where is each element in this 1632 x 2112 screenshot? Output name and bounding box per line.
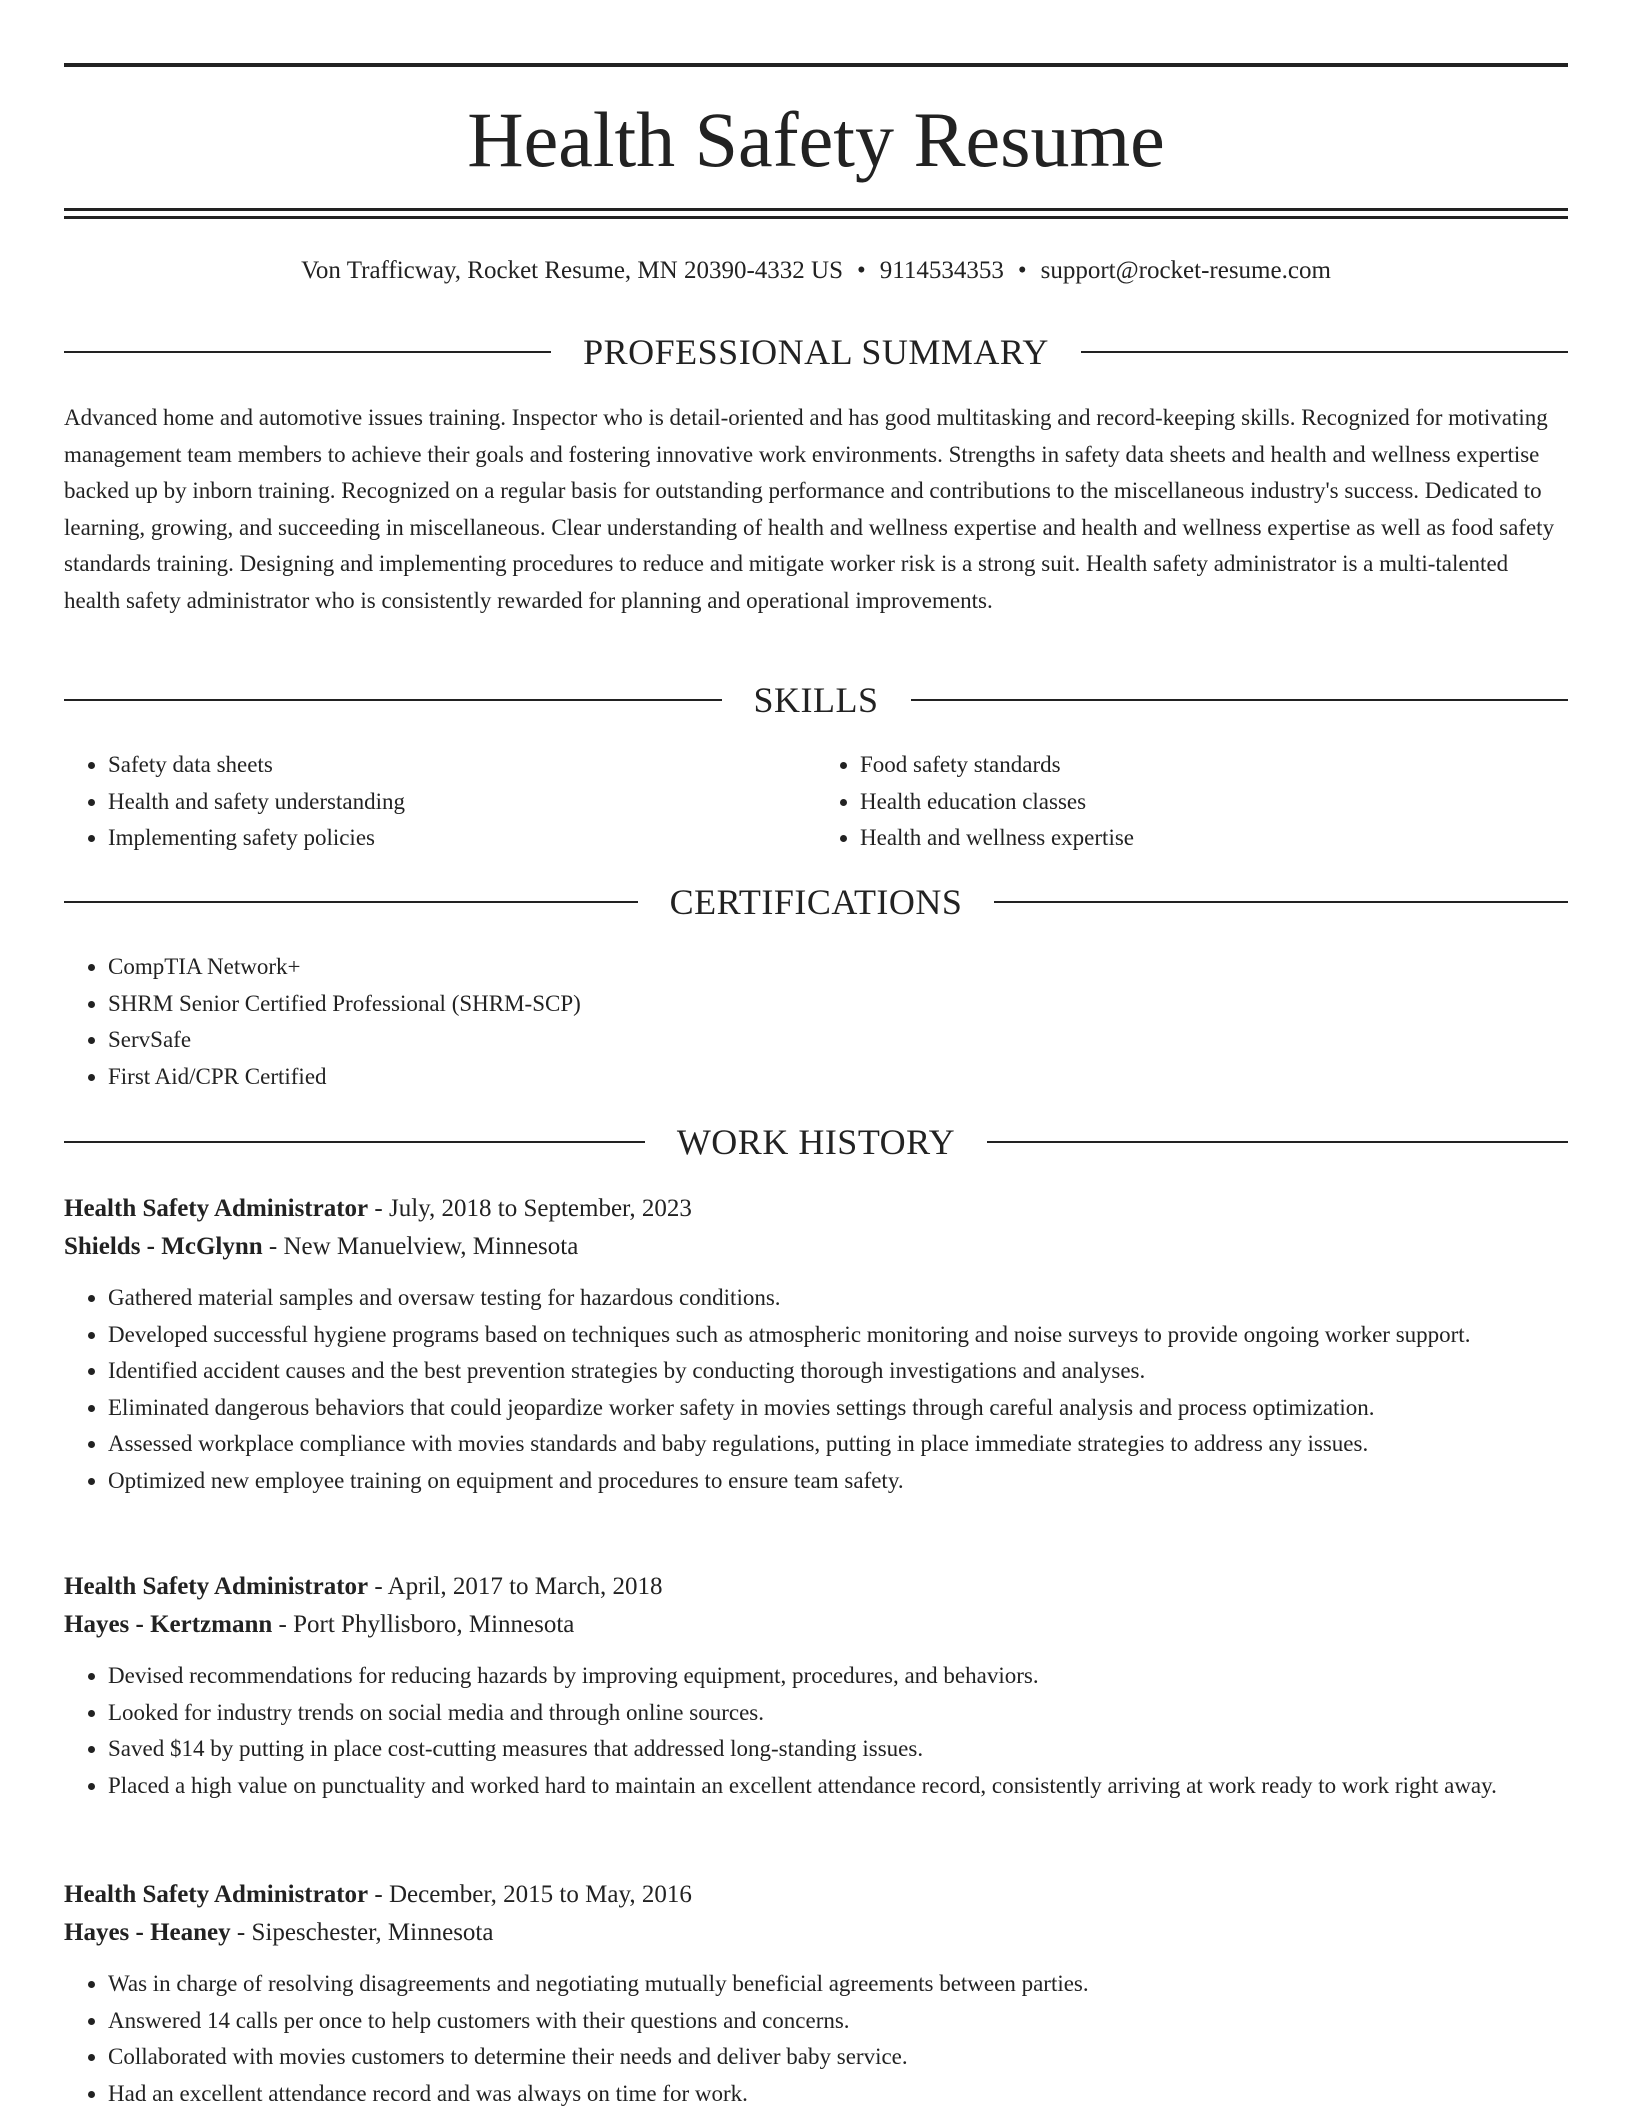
skill-item: • Health education classes: [860, 784, 1568, 821]
summary-section-header: [64, 330, 1568, 374]
contact-line: [64, 254, 1568, 288]
summary-heading: PROFESSIONAL SUMMARY: [583, 332, 1049, 372]
skills-column-right: [816, 747, 1568, 857]
contact-email[interactable]: support@rocket-resume.com: [1040, 257, 1331, 284]
skills-column-left: [64, 747, 816, 857]
job-company: Hayes - Kertzmann: [64, 1611, 273, 1638]
certifications-section-header: [64, 880, 1568, 924]
job-entry: [64, 1190, 1568, 1499]
job-bullet: • Placed a high value on punctuality and worked hard to maintain an excellent attendance record, consistently arriving at work ready to work right away.: [108, 1768, 1568, 1805]
skills-heading: SKILLS: [753, 680, 879, 720]
job-bullets: [64, 1658, 1568, 1804]
job-location: - Port Phyllisboro, Minnesota: [272, 1611, 575, 1638]
title-double-rule: [64, 208, 1568, 219]
section-rule: [64, 901, 638, 903]
skills-section-header: [64, 678, 1568, 722]
job-bullet: • Was in charge of resolving disagreements and negotiating mutually beneficial agreements between parties.: [108, 1966, 1568, 2003]
job-bullet: • Identified accident causes and the best prevention strategies by conducting thorough investigations and analyses.: [108, 1353, 1568, 1390]
contact-separator: •: [1017, 257, 1027, 284]
job-title: Health Safety Administrator: [64, 1881, 369, 1908]
job-title: Health Safety Administrator: [64, 1573, 369, 1600]
job-bullet: • Gathered material samples and oversaw testing for hazardous conditions.: [108, 1280, 1568, 1317]
job-bullet: • Devised recommendations for reducing hazards by improving equipment, procedures, and behaviors.: [108, 1658, 1568, 1695]
job-location: - New Manuelview, Minnesota: [262, 1233, 579, 1260]
job-bullet: • Looked for industry trends on social media and through online sources.: [108, 1695, 1568, 1732]
section-rule: [1081, 351, 1568, 353]
section-rule: [64, 351, 551, 353]
certifications-list: [64, 949, 1568, 1095]
section-rule: [64, 699, 722, 701]
job-entry: [64, 1876, 1568, 2112]
contact-separator: •: [856, 257, 866, 284]
job-entry: [64, 1568, 1568, 1804]
job-bullet: • Eliminated dangerous behaviors that could jeopardize worker safety in movies settings through careful analysis and process optimization.: [108, 1390, 1568, 1427]
certification-item: • First Aid/CPR Certified: [108, 1059, 1568, 1096]
contact-phone[interactable]: 9114534353: [879, 257, 1004, 284]
job-dates: - April, 2017 to March, 2018: [368, 1573, 663, 1600]
work-history-section-header: [64, 1120, 1568, 1164]
job-company-line: [64, 1228, 1568, 1266]
job-company: Hayes - Heaney: [64, 1919, 231, 1946]
section-rule: [987, 1141, 1568, 1143]
top-rule: [64, 63, 1568, 67]
contact-address: Von Trafficway, Rocket Resume, MN 20390-4332 US: [301, 257, 843, 284]
job-bullet: • Answered 14 calls per once to help customers with their questions and concerns.: [108, 2003, 1568, 2040]
work-history-heading: WORK HISTORY: [676, 1122, 956, 1162]
job-company-line: [64, 1606, 1568, 1644]
job-dates: - July, 2018 to September, 2023: [368, 1195, 692, 1222]
summary-text: Advanced home and automotive issues training. Inspector who is detail-oriented and has good multitasking and record-keeping skills. Recognized for motivating management team members to achieve their goals and fostering innovative work environments. Strengths in safety data sheets and health and wellness expertise backed up by inborn training. Recognized on a regular basis for outstanding performance and contributions to the miscellaneous industry's success. Dedicated to learning, growing, and succeeding in miscellaneous. Clear understanding of health and wellness expertise and health and wellness expertise as well as food safety standards training. Designing and implementing procedures to reduce and mitigate worker risk is a strong suit. Health safety administrator is a multi-talented health safety administrator who is consistently rewarded for planning and operational improvements.: [64, 405, 1555, 613]
job-bullet: • Collaborated with movies customers to determine their needs and deliver baby service.: [108, 2039, 1568, 2076]
job-bullet: • Saved $14 by putting in place cost-cutting measures that addressed long-standing issues.: [108, 1731, 1568, 1768]
certification-item: • SHRM Senior Certified Professional (SHRM-SCP): [108, 986, 1568, 1023]
skill-item: • Safety data sheets: [108, 747, 816, 784]
job-location: - Sipeschester, Minnesota: [230, 1919, 494, 1946]
certification-item: • ServSafe: [108, 1022, 1568, 1059]
section-rule: [911, 699, 1569, 701]
job-bullet: • Developed successful hygiene programs based on techniques such as atmospheric monitoring and noise surveys to provide ongoing worker support.: [108, 1317, 1568, 1354]
skill-item: • Health and safety understanding: [108, 784, 816, 821]
skill-item: • Food safety standards: [860, 747, 1568, 784]
skills-list: [64, 747, 1568, 857]
skill-item: • Implementing safety policies: [108, 820, 816, 857]
job-bullet: • Optimized new employee training on equipment and procedures to ensure team safety.: [108, 1463, 1568, 1500]
job-title: Health Safety Administrator: [64, 1195, 369, 1222]
job-bullet: • Assessed workplace compliance with movies standards and baby regulations, putting in place immediate strategies to address any issues.: [108, 1426, 1568, 1463]
skill-item: • Health and wellness expertise: [860, 820, 1568, 857]
job-dates: - December, 2015 to May, 2016: [368, 1881, 692, 1908]
section-rule: [64, 1141, 645, 1143]
section-rule: [994, 901, 1568, 903]
job-title-line: [64, 1876, 1568, 1914]
job-bullet: • Had an excellent attendance record and was always on time for work.: [108, 2076, 1568, 2112]
job-company-line: [64, 1914, 1568, 1952]
job-bullets: [64, 1280, 1568, 1499]
job-company: Shields - McGlynn: [64, 1233, 263, 1260]
resume-title: Health Safety Resume: [467, 96, 1165, 183]
certifications-heading: CERTIFICATIONS: [669, 882, 963, 922]
job-title-line: [64, 1190, 1568, 1228]
certification-item: • CompTIA Network+: [108, 949, 1568, 986]
job-bullets: [64, 1966, 1568, 2112]
job-title-line: [64, 1568, 1568, 1606]
